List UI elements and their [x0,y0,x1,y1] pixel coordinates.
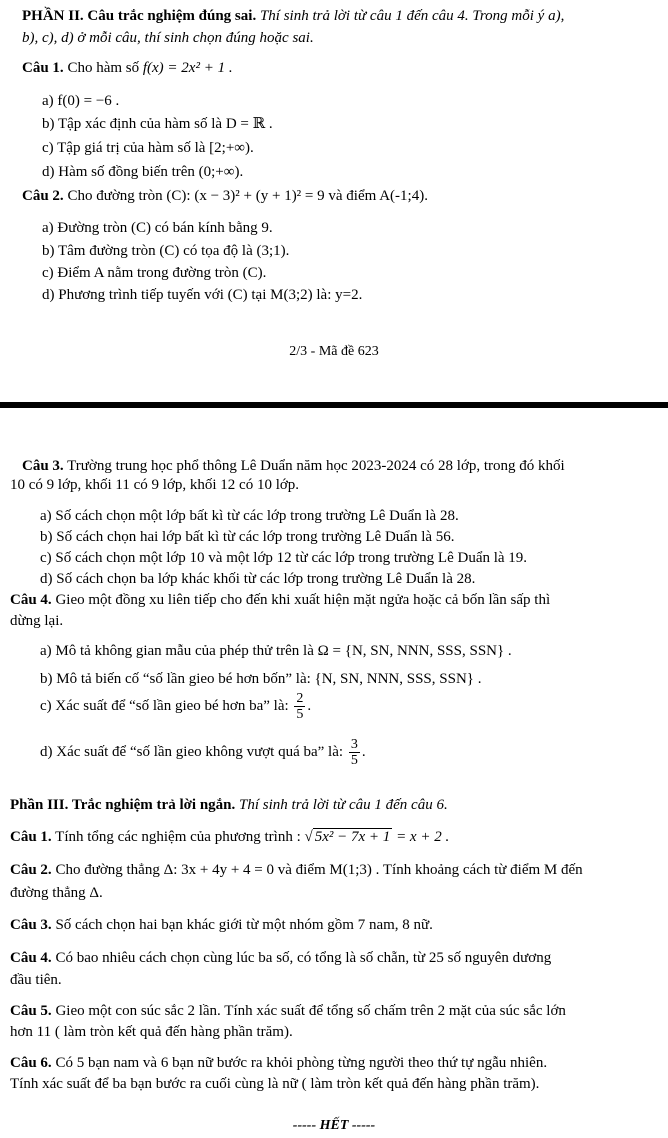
p2-q2-b: b) Tâm đường tròn (C) có tọa độ là (3;1). [42,243,290,259]
part2-heading: PHẦN II. Câu trắc nghiệm đúng sai. [22,8,257,24]
p2-q1-d: d) Hàm số đồng biến trên (0;+∞). [42,164,244,180]
p3-q2 [10,860,583,880]
p2-q3-c: c) Số cách chọn một lớp 10 và một lớp 12 từ các lớp trong trường Lê Duẩn là 19. [40,550,528,566]
p2-q4-stem [10,590,550,610]
p2-q3-d: d) Số cách chọn ba lớp khác khối từ các lớp trong trường Lê Duẩn là 28. [40,571,476,587]
p3-q1-equation: √ 5x² − 7x + 1 = x + 2 . [304,829,450,845]
p2-q3-label: Câu 3. [22,458,64,474]
p2-q4-text-1: Gieo một đồng xu liên tiếp cho đến khi xuất hiện mặt ngửa hoặc cả bốn lần sấp thì [51,592,551,608]
p3-q3 [10,915,433,935]
part3-heading-line [10,795,448,815]
p2-q3-b: b) Số cách chọn hai lớp bất kì từ các lớp trong trường Lê Duẩn là 56. [40,529,455,545]
p3-q1-text: Tính tổng các nghiệm của phương trình : [51,829,301,845]
p2-q4-c-text: c) Xác suất để “số lần gieo bé hơn ba” là: [40,697,289,714]
p3-q3-label: Câu 3. [10,917,52,933]
part2-heading-line [22,6,564,26]
part2-instruction-2: b), c), d) ở mỗi câu, thí sinh chọn đúng hoặc sai. [22,30,314,46]
p2-q3-text-2: 10 có 9 lớp, khối 11 có 9 lớp, khối 12 có 10 lớp. [10,477,300,493]
p2-q3-text-1: Trường trung học phổ thông Lê Duẩn năm học 2023-2024 có 28 lớp, trong đó khối [63,458,565,474]
p3-q1-rhs: = x + 2 . [392,829,450,845]
p2-q1-c: c) Tập giá trị của hàm số là [2;+∞). [42,140,254,156]
p2-q2-stem [22,186,428,206]
p3-q4-text-1: Có bao nhiêu cách chọn cùng lúc ba số, có tổng là số chẵn, từ 25 số nguyên dương [51,950,552,966]
p3-q2-text-2: đường thẳng Δ. [10,885,103,901]
p2-q3-a: a) Số cách chọn một lớp bất kì từ các lớp trong trường Lê Duẩn là 28. [40,508,459,524]
p2-q4-d-text: d) Xác suất để “số lần gieo không vượt quá ba” là: [40,743,344,760]
part2-instruction: Thí sinh trả lời từ câu 1 đến câu 4. Trong mỗi ý a), [256,8,565,24]
p2-q3-stem [22,456,565,476]
p2-q4-label: Câu 4. [10,592,52,608]
p3-q6-text-1: Có 5 bạn nam và 6 bạn nữ bước ra khỏi phòng từng người theo thứ tự ngẫu nhiên. [51,1055,548,1071]
page-break-divider [0,402,668,408]
p3-q4 [10,948,551,968]
p3-q1-label: Câu 1. [10,829,52,845]
p3-q2-text-1: Cho đường thẳng Δ: 3x + 4y + 4 = 0 và điểm M(1;3) . Tính khoảng cách từ điểm M đến [51,862,583,878]
p3-q4-label: Câu 4. [10,950,52,966]
p2-q2-text: Cho đường tròn (C): (x − 3)² + (y + 1)² = 9 và điểm A(-1;4). [63,188,428,204]
p3-q1-radicand: 5x² − 7x + 1 [314,829,391,845]
p3-q1 [10,827,449,847]
p2-q4-d-fraction [349,737,360,768]
p3-q6-text-2: Tính xác suất để ba bạn bước ra cuối cùng là nữ ( làm tròn kết quả đến hàng phần trăm). [10,1076,540,1092]
p2-q1-stem [22,58,233,78]
p2-q2-c: c) Điểm A nằm trong đường tròn (C). [42,265,267,281]
p3-q5-text-2: hơn 11 ( làm tròn kết quả đến hàng phần trăm). [10,1024,293,1040]
p2-q2-d: d) Phương trình tiếp tuyến với (C) tại M(3;2) là: y=2. [42,287,363,303]
p3-q5-label: Câu 5. [10,1003,52,1019]
p3-q5-text-1: Gieo một con súc sắc 2 lần. Tính xác suất để tổng số chấm trên 2 mặt của súc sắc lớn [51,1003,566,1019]
p2-q4-b: b) Mô tả biến cố “số lần gieo bé hơn bốn” là: {N, SN, NNN, SSS, SSN} . [40,671,482,687]
p3-q6-label: Câu 6. [10,1055,52,1071]
p3-q2-label: Câu 2. [10,862,52,878]
p2-q4-a: a) Mô tả không gian mẫu của phép thử trên là Ω = {N, SN, NNN, SSS, SSN} . [40,643,512,659]
p2-q4-d: d) Xác suất để “số lần gieo không vượt quá ba” là: $\frac{3}{5}$ . [40,737,366,768]
p2-q4-c-fraction [294,691,305,722]
p3-q4-text-2: đầu tiên. [10,972,62,988]
p2-q1-label: Câu 1. [22,60,64,76]
p2-q1-b: b) Tập xác định của hàm số là D = ℝ . [42,116,273,132]
part3-instruction: Thí sinh trả lời từ câu 1 đến câu 6. [235,797,448,813]
p3-q5 [10,1001,566,1021]
p2-q2-a: a) Đường tròn (C) có bán kính bằng 9. [42,220,273,236]
p2-q1-func: f(x) = 2x² + 1 . [142,60,233,76]
p2-q1-text: Cho hàm số [63,60,143,76]
part3-heading: Phần III. Trắc nghiệm trả lời ngắn. [10,797,236,813]
p3-q3-text: Số cách chọn hai bạn khác giới từ một nhóm gồm 7 nam, 8 nữ. [51,917,433,933]
p2-q4-text-2: dừng lại. [10,613,64,629]
p2-q4-d-den: 5 [350,753,358,768]
p2-q4-c-den: 5 [296,707,304,722]
p3-q6 [10,1053,547,1073]
p2-q4-c: c) Xác suất để “số lần gieo bé hơn ba” là: $\frac{2}{5}$ . [40,691,312,722]
page-footer: 2/3 - Mã đề 623 [289,344,379,359]
p2-q2-label: Câu 2. [22,188,64,204]
end-marker: ----- HẾT ----- [292,1118,376,1133]
p2-q4-d-num: 3 [350,737,358,752]
p2-q4-c-num: 2 [296,691,304,706]
p2-q1-a: a) f(0) = −6 . [42,93,120,109]
